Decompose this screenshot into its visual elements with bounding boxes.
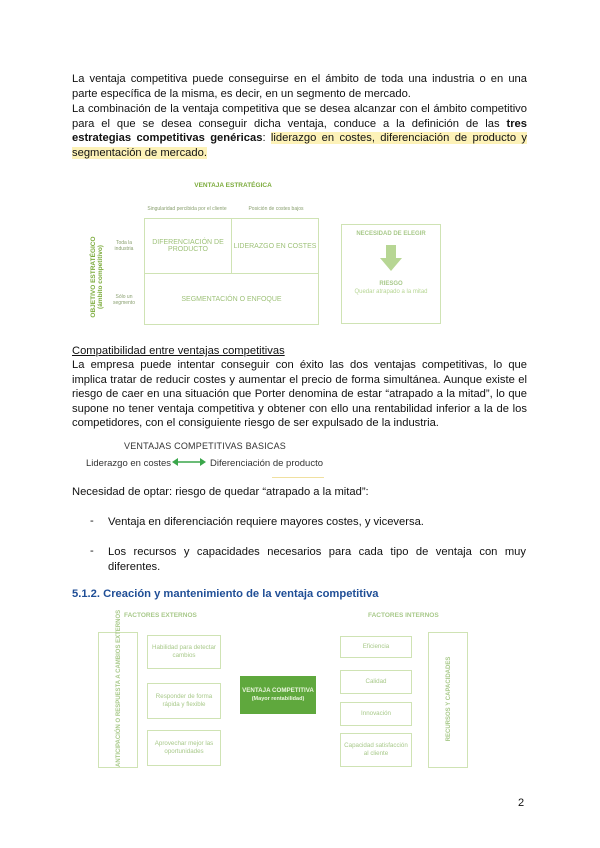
external-vertical-label: ANTICIPACIÓN O RESPUESTA A CAMBIOS EXTERNOS bbox=[116, 609, 122, 767]
necesidad-label: NECESIDAD DE ELEGIR bbox=[356, 231, 426, 237]
matrix-row1-label: Toda la industria bbox=[114, 240, 134, 252]
cell-segmentacion: SEGMENTACIÓN O ENFOQUE bbox=[144, 273, 319, 325]
basic-advantages-title: VENTAJAS COMPETITIVAS BASICAS bbox=[124, 441, 286, 451]
int-box: Innovación bbox=[340, 702, 412, 726]
int-box: Capacidad satisfacción al cliente bbox=[340, 733, 412, 767]
int-box: Calidad bbox=[340, 670, 412, 694]
internal-vertical-label: RECURSOS Y CAPACIDADES bbox=[446, 656, 452, 742]
intro-paragraph: La ventaja competitiva puede conseguirse en el ámbito de toda una industria o en una parte específica de la misma, es decir, en un segmento de mercado. bbox=[72, 73, 527, 100]
ext-factors-title: FACTORES EXTERNOS bbox=[124, 612, 197, 619]
bullet-item: Ventaja en diferenciación requiere mayores costes, y viceversa. bbox=[108, 516, 424, 528]
basic-right-label: Diferenciación de producto bbox=[210, 458, 324, 469]
strategies-matrix-figure bbox=[86, 178, 446, 328]
double-arrow-icon bbox=[172, 456, 206, 468]
down-arrow-icon bbox=[380, 245, 402, 271]
compat-heading: Compatibilidad entre ventajas competitivas bbox=[72, 345, 285, 357]
internal-vertical-box bbox=[428, 632, 468, 768]
basic-left-label: Liderazgo en costes bbox=[86, 458, 172, 469]
section-title: Creación y mantenimiento de la ventaja competitiva bbox=[103, 588, 379, 600]
strategies-paragraph bbox=[72, 102, 527, 160]
bullet-marker: - bbox=[90, 545, 94, 557]
cell-diferenciacion: DIFERENCIACIÓN DE PRODUCTO bbox=[144, 218, 232, 274]
int-box: Eficiencia bbox=[340, 636, 412, 658]
bullet-item: Los recursos y capacidades necesarios para cada tipo de ventaja con muy diferentes. bbox=[108, 546, 526, 573]
section-number: 5.1.2. bbox=[72, 588, 100, 600]
matrix-row2-label: Sólo un segmento bbox=[113, 294, 135, 306]
competitive-advantage-box bbox=[240, 676, 316, 714]
matrix-title: VENTAJA ESTRATÉGICA bbox=[194, 182, 272, 189]
external-vertical-box bbox=[98, 609, 138, 768]
matrix-axis-label bbox=[90, 222, 104, 332]
divider bbox=[272, 477, 324, 478]
matrix-axis-line1: OBJETIVO ESTRATÉGICO bbox=[90, 236, 97, 318]
compat-body: La empresa puede intentar conseguir con éxito las dos ventajas competitivas, lo que implica tratar de reducir costes y aumentar el precio de forma simultánea. Aunque existe el riesgo de caer en una situación que Porter denomina de estar “atrapado a la mitad”, lo que supone no tener ventaja competitiva y obtener con ello una rentabilidad inferior a la de los competidores, con el consiguiente riesgo de ser expulsado de la industria. bbox=[72, 359, 527, 430]
strategies-highlight: liderazgo en costes, diferenciación de producto y segmentación de mercado. bbox=[72, 132, 527, 159]
riesgo-text: Quedar atrapado a la mitad bbox=[354, 289, 428, 295]
riesgo-title: RIESGO bbox=[379, 281, 403, 287]
matrix-col1-header: Singularidad percibida por el cliente bbox=[147, 206, 227, 212]
int-factors-title: FACTORES INTERNOS bbox=[368, 612, 439, 619]
strategies-colon: : bbox=[262, 132, 271, 145]
strategies-text: La combinación de la ventaja competitiva que se desea alcanzar con el ámbito competitivo para el que se desea conseguir dicha ventaja, conduce a la definición de las bbox=[72, 103, 527, 130]
center-subtitle: (Mayor rentabilidad) bbox=[251, 696, 305, 702]
necesidad-box bbox=[341, 224, 441, 324]
ext-box: Habilidad para detectar cambios bbox=[147, 635, 221, 669]
bullet-marker: - bbox=[90, 515, 94, 527]
center-title: VENTAJA COMPETITIVA bbox=[242, 687, 314, 694]
necesidad-line: Necesidad de optar: riesgo de quedar “atrapado a la mitad”: bbox=[72, 486, 369, 498]
matrix-axis-line2: (ámbito competitivo) bbox=[97, 245, 104, 309]
strategies-bold: tres estrategias competitivas genéricas bbox=[72, 117, 527, 145]
cell-liderazgo: LIDERAZGO EN COSTES bbox=[231, 218, 319, 274]
ext-box: Responder de forma rápida y flexible bbox=[147, 683, 221, 719]
ext-box: Aprovechar mejor las oportunidades bbox=[147, 730, 221, 766]
section-heading bbox=[72, 588, 379, 600]
page-number: 2 bbox=[518, 797, 525, 809]
matrix-col2-header: Posición de costes bajos bbox=[248, 206, 304, 212]
